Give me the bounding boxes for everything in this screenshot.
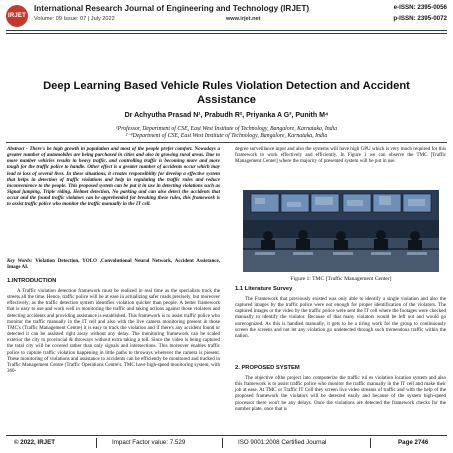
proposed-text: The objective ofthe project into computerize the traffic rul es violation location system and also this framework is to assist traffic police who monitor the traffic manually in the IT cell and make their job at ease. At TMC or Traffic IT Cell they screen live video streams of traffic and with the help of the proposed framework the violators will be detected easily and because of the system high-speed processor there won't be any delays. Once the violations are detected the framework checks for the number plate, once that is (235, 375, 446, 412)
footer-iso: ISO 9001:2008 Certified Journal (238, 439, 327, 446)
e-issn: e-ISSN: 2395-0056 (393, 4, 447, 11)
affiliation-2: ²⁻⁴Department of CSE, East West Institute of Technology, Bangalore, Karnataka, India (125, 133, 328, 139)
abstract-block (7, 146, 220, 208)
paper-title-line2: Assistance (196, 93, 257, 106)
paper-authors: Dr Achyutha Prasad N¹, Prabudh R², Priyanka A G³, Punith M⁴ (124, 112, 329, 119)
footer-separator (96, 438, 97, 448)
figure-caption: Figure 1: TMC [Traffic Management Center] (290, 276, 392, 282)
abstract-label: Abstract - (7, 146, 28, 152)
keywords-label: Key Words: (7, 258, 33, 264)
literature-heading: 1.1 Literature Survey (235, 286, 293, 292)
footer-rule (6, 435, 447, 436)
volume-line (34, 16, 260, 22)
tmc-figure (243, 190, 439, 272)
affiliation-rule (6, 142, 447, 143)
journal-header (6, 4, 447, 32)
irjet-logo: IRJET (6, 5, 28, 27)
proposed-heading: 2. PROPOSED SYSTEM (235, 365, 300, 371)
paper-title-line1: Deep Learning Based Vehicle Rules Violation Detection and Accident (43, 80, 410, 92)
intro-continued: degree surveillance input and also the systems will have high GPU which is very much required for this framework to work effectively and efficiently. In Figure 1 we can observe the TMC [Traffic Management Center] where the majority of presented system will be put in use. (235, 146, 446, 165)
footer-copyright: © 2022, IRJET (14, 439, 56, 446)
footer-impact-factor: Impact Factor value: 7.529 (112, 439, 186, 446)
keywords-text: Violation Detection, YOLO ,Convolutional Neural Network, Accident Assistance, Image AI. (7, 258, 220, 271)
p-issn: p-ISSN: 2395-0072 (393, 15, 447, 22)
intro-text: A Traffic violation detection framework must be realized in real time as the specialists track the streets all the time. Hence, traffic police will be at ease in actualizing safer roads precisely, but moreover effectively; as the traffic detection system identifies violation quicker than people. A better framework that is easy to use and work well in monitoring the traffic and taking actions against those violators and detecting accidents and providing assistance is established. This framework is to assist traffic police who monitor the traffic manually in the IT cell and also with the live camera monitoring present in those TMC's (Traffic Management Centre) it is easy to track the violation and if there's any accident found or detected it can be assisted right away without any delay. The monitoring framework can be scaled exterior the city to provincial & throways without extra taking a toll. Since the video is being captured the total city will be covered rather than only signals and intersections. This moreover enables traffic police to capture traffic violation happening in little paths to throways wherever the camera is present. These monitoring of violations and assistance to accidents can be efficiently be monitored and tracked in Traffic Management Centre (Traffic Operations Centre's. TMC have high-speed monitoring system, with 360- (7, 288, 220, 375)
footer-page: Page 2746 (398, 439, 429, 446)
header-rule-thin (6, 33, 447, 34)
volume-info: Volume: 09 Issue: 07 | July 2022 (34, 16, 115, 22)
footer-separator (370, 438, 371, 448)
website-link[interactable]: www.irjet.net (225, 16, 261, 22)
affiliation-1: ¹Professor, Department of CSE, East West Institute of Technology, Bangalore, Karnataka, India (115, 126, 338, 132)
intro-heading: 1.INTRODUCTION (7, 278, 57, 284)
paper-title (20, 80, 433, 107)
footer-separator (222, 438, 223, 448)
header-rule (6, 30, 447, 31)
journal-title: International Research Journal of Engineering and Technology (IRJET) (34, 4, 310, 13)
keywords-block (7, 258, 220, 270)
literature-text: The Framework that previously existed was only able to identify a single violation and also the captured images by the traffic police were not enough for proper identification of the violators. The captured images or the video by the traffic police were sent the IT cell where the footages were checked manually to identify the violator. Because of that many violators would be left out and would go unrecognized. As this is handled manually, it gets to be a tiring work for the group to continuously screen the screens and not let any violation go undetected through such tremendous traffic within the nation. (235, 296, 446, 339)
abstract-text: There's be high growth in population and most of the people prefer comfort. Nowadays a greater number of automobiles are being purchased in cities and also in growing rural areas. Due to more number vehicles results in heavy traffic, and controlling traffic is becoming more and more tough for the traffic police to handle. Other effect is a greater number of accidents occur which may lead to loss of several lives. In these situations, it creates responsibility for develop a effective system that helps in detection of traffic violations and help in regulating the traffic rules and reduce inconvenience to the people. This proposed system can be put it in use in detecting violations such as Signal jumping, Triple riding, Helmet detection, No parking and can also detect the accidents that occur and the found traffic violators can be apprehended for breaking these rules, this framework is to assist traffic police who monitor the traffic manually in the IT cell. (7, 146, 221, 208)
